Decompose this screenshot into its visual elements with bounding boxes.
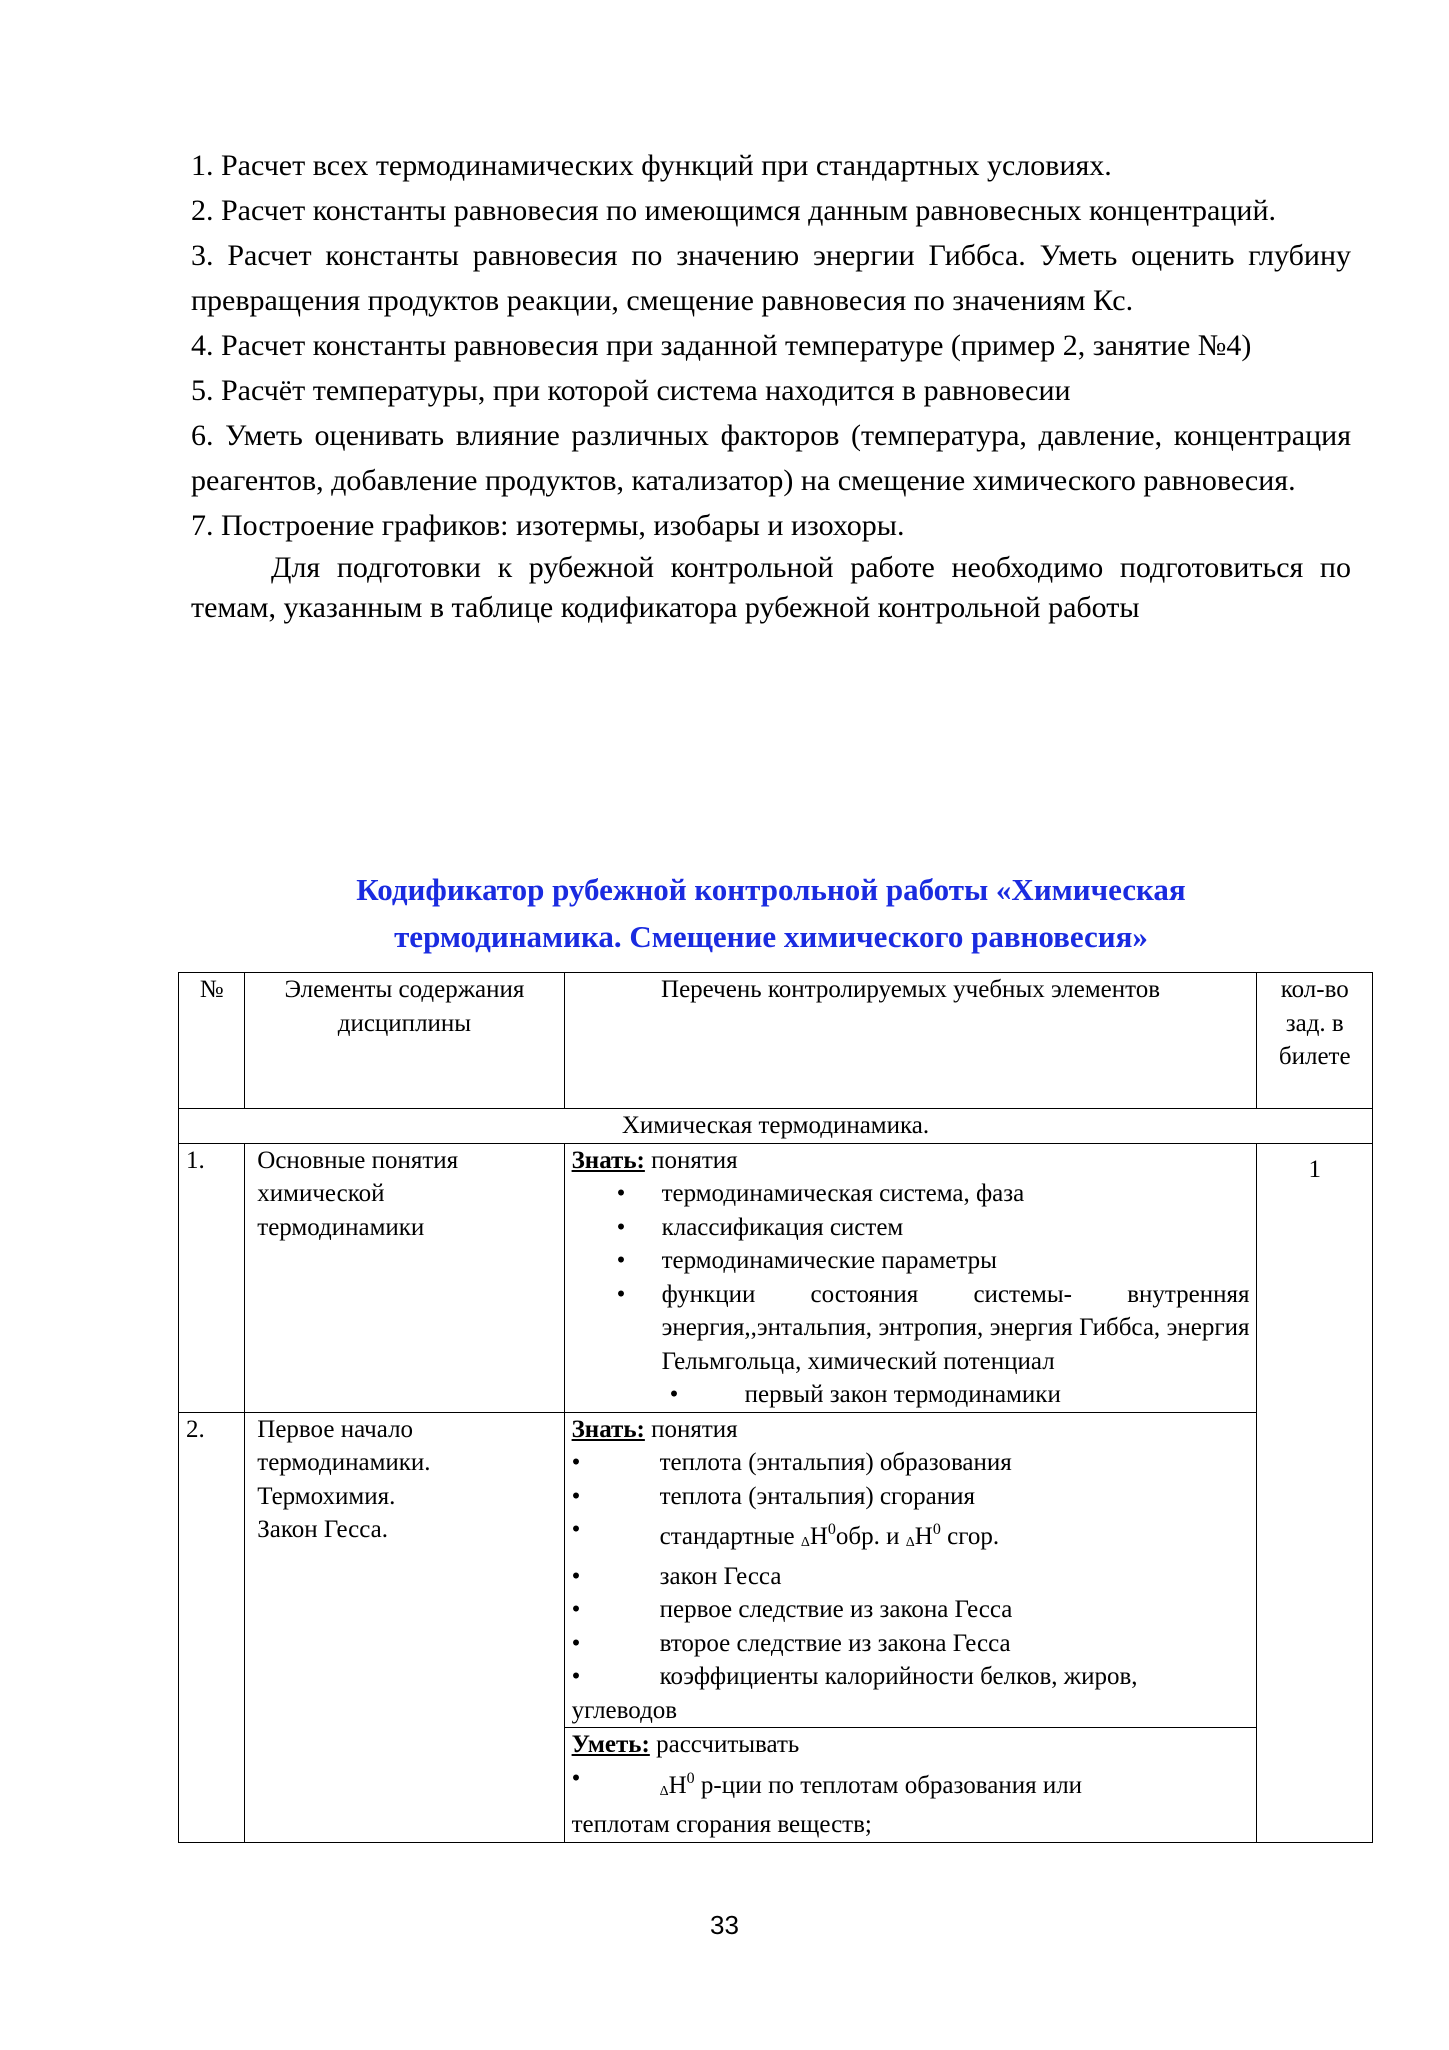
list-item: • коэффициенты калорийности белков, жиров, (572, 1660, 1250, 1694)
list-item: • теплота (энтальпия) сгорания (572, 1480, 1250, 1514)
section-row (179, 1109, 1373, 1144)
list-item-wrap: углеводов (571, 1696, 678, 1724)
list-item: • теплота (энтальпия) образования (572, 1446, 1250, 1480)
std-prefix: стандартные (659, 1523, 801, 1550)
list-item (572, 1762, 1250, 1809)
row-num: 2. (179, 1412, 245, 1842)
task-item-3: 3. Расчет константы равновесия по значению энергии Гиббса. Уметь оценить глубину превращения продуктов реакции, смещение равновесия по значениям Кс. (191, 239, 1351, 317)
delta-symbol: Δ (905, 1535, 915, 1550)
list-item: • функции состояния системы- внутренняя энергия,,энтальпия, энтропия, энергия Гиббса, энергия Гельмгольца, химический потенциал (617, 1278, 1250, 1379)
row-title-line: Первое начало (257, 1415, 414, 1443)
task-item-6: 6. Уметь оценивать влияние различных факторов (температура, давление, концентрация реагентов, добавление продуктов, катализатор) на смещение химического равновесия. (191, 419, 1351, 497)
row-title-line: Закон Гесса. (257, 1516, 389, 1543)
row-title: Основные понятия химической термодинамики (245, 1143, 564, 1412)
list-item: • термодинамические параметры (617, 1244, 1250, 1278)
list-item-text: первый закон термодинамики (744, 1381, 1061, 1408)
enthalpy-symbol: H (809, 1523, 828, 1550)
codifier-table (178, 972, 1373, 1843)
section-title: Химическая термодинамика. (179, 1109, 1373, 1144)
task-item-5: 5. Расчёт температуры, при которой система находится в равновесии (191, 374, 1071, 407)
task-item-7: 7. Построение графиков: изотермы, изобары и изохоры. (191, 509, 905, 542)
header-count: кол-во зад. в билете (1257, 973, 1373, 1109)
list-item: • первое следствие из закона Гесса (572, 1593, 1250, 1627)
header-list: Перечень контролируемых учебных элементов (564, 973, 1257, 1109)
heading-line-2: термодинамика. Смещение химического равновесия» (394, 919, 1148, 954)
row-num: 1. (179, 1143, 245, 1412)
row-title-line: термодинамики. (257, 1449, 431, 1476)
list-item: • второе следствие из закона Гесса (572, 1627, 1250, 1661)
list-item: • закон Гесса (572, 1560, 1250, 1594)
enthalpy-symbol: H (668, 1771, 687, 1799)
task-item-1: 1. Расчет всех термодинамических функций при стандартных условиях. (191, 149, 1112, 182)
know-label: Знать: (571, 1146, 645, 1174)
header-num: № (179, 973, 245, 1109)
list-item (572, 1513, 1250, 1560)
bullet-glyph: • (571, 1764, 581, 1792)
intro-paragraph: Для подготовки к рубежной контрольной работе необходимо подготовиться по темам, указанным в таблице кодификатора рубежной контрольной работы (191, 551, 1351, 624)
task-item-2: 2. Расчет константы равновесия по имеющимся данным равновесных концентраций. (191, 194, 1277, 227)
list-item: • классификация систем (617, 1211, 1250, 1245)
header-elements: Элементы содержания дисциплины (245, 973, 564, 1109)
know-label: Знать: (571, 1415, 645, 1443)
standard-sup: 0 (932, 1521, 941, 1538)
row-content (564, 1412, 1257, 1728)
table-header-row (179, 973, 1373, 1109)
std-mid: обр. и (835, 1523, 906, 1550)
know-text: понятия (644, 1146, 738, 1174)
list-item-wrap: теплотам сгорания веществ; (571, 1811, 872, 1838)
table-row (179, 1143, 1373, 1412)
standard-sup: 0 (827, 1521, 836, 1538)
row-content (564, 1728, 1257, 1843)
row-title-line: Термохимия. (257, 1482, 396, 1510)
calc-text: р-ции по теплотам образования или (694, 1771, 1083, 1799)
heading-line-1: Кодификатор рубежной контрольной работы «Химическая (356, 872, 1186, 907)
task-list (191, 143, 1351, 628)
count-cell (1257, 1143, 1373, 1842)
list-item (572, 1378, 1250, 1412)
can-text: рассчитывать (649, 1731, 800, 1758)
concept-list (572, 1446, 1250, 1694)
can-label: Уметь: (571, 1731, 650, 1758)
delta-symbol: Δ (659, 1783, 669, 1799)
task-item-4: 4. Расчет константы равновесия при заданной температуре (пример 2, занятие №4) (191, 329, 1252, 362)
standard-sup: 0 (686, 1769, 695, 1787)
table-row (179, 1412, 1373, 1728)
row-content (564, 1143, 1257, 1412)
row-title (245, 1412, 564, 1842)
enthalpy-symbol: H (914, 1523, 933, 1550)
delta-symbol: Δ (800, 1535, 810, 1550)
codifier-heading (191, 866, 1351, 960)
page-number: 33 (710, 1910, 739, 1940)
std-end: сгор. (940, 1523, 1000, 1550)
count-value: 1 (1308, 1155, 1321, 1183)
know-text: понятия (644, 1415, 738, 1443)
list-item: • термодинамическая система, фаза (617, 1177, 1250, 1211)
concept-list (572, 1177, 1250, 1378)
